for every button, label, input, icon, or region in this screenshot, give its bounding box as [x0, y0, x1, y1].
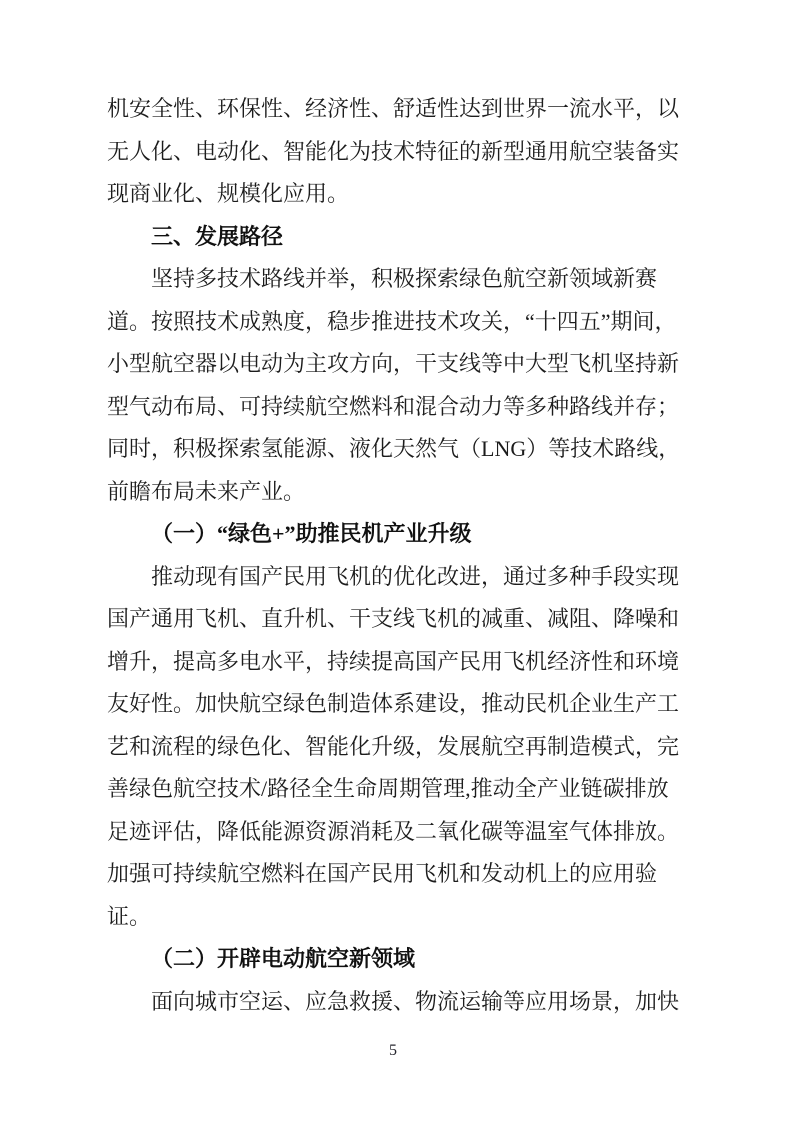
- body-line: 善绿色航空技术/路径全生命周期管理,推动全产业链碳排放: [107, 776, 669, 801]
- body-line: 增升，提高多电水平，持续提高国产民用飞机经济性和环境: [107, 648, 680, 674]
- body-line: 友好性。加快航空绿色制造体系建设，推动民机企业生产工: [107, 691, 680, 716]
- body-line: 前瞻布局未来产业。: [107, 478, 306, 504]
- body-line: 无人化、电动化、智能化为技术特征的新型通用航空装备实: [107, 138, 680, 164]
- section-heading-development-path: 三、发展路径: [151, 223, 284, 249]
- body-line: 面向城市空运、应急救援、物流运输等应用场景，加快: [151, 988, 680, 1014]
- body-line: 同时，积极探索氢能源、液化天然气（LNG）等技术路线，: [107, 436, 681, 461]
- body-line: 足迹评估，降低能源资源消耗及二氧化碳等温室气体排放。: [107, 818, 680, 844]
- subsection-heading-electric-aviation: （二）开辟电动航空新领域: [151, 946, 416, 971]
- subsection-heading-green-plus: （一）“绿色+”助推民机产业升级: [151, 521, 472, 546]
- body-line: 坚持多技术路线并举，积极探索绿色航空新领域新赛: [151, 266, 658, 291]
- body-line: 加强可持续航空燃料在国产民用飞机和发动机上的应用验: [107, 861, 658, 886]
- body-line: 证。: [107, 903, 152, 929]
- page-number: 5: [389, 1042, 397, 1059]
- body-line: 道。按照技术成熟度，稳步推进技术攻关，“十四五”期间，: [107, 308, 677, 334]
- body-line: 艺和流程的绿色化、智能化升级，发展航空再制造模式，完: [107, 733, 680, 759]
- body-line: 机安全性、环保性、经济性、舒适性达到世界一流水平，以: [107, 96, 680, 121]
- body-line: 推动现有国产民用飞机的优化改进，通过多种手段实现: [151, 563, 680, 589]
- body-line: 型气动布局、可持续航空燃料和混合动力等多种路线并存；: [107, 393, 680, 419]
- body-line: 国产通用飞机、直升机、干支线飞机的减重、减阻、降噪和: [107, 606, 680, 631]
- body-line: 现商业化、规模化应用。: [107, 181, 350, 206]
- document-text-block: [107, 88, 727, 1023]
- body-line: 小型航空器以电动为主攻方向，干支线等中大型飞机坚持新: [107, 351, 680, 376]
